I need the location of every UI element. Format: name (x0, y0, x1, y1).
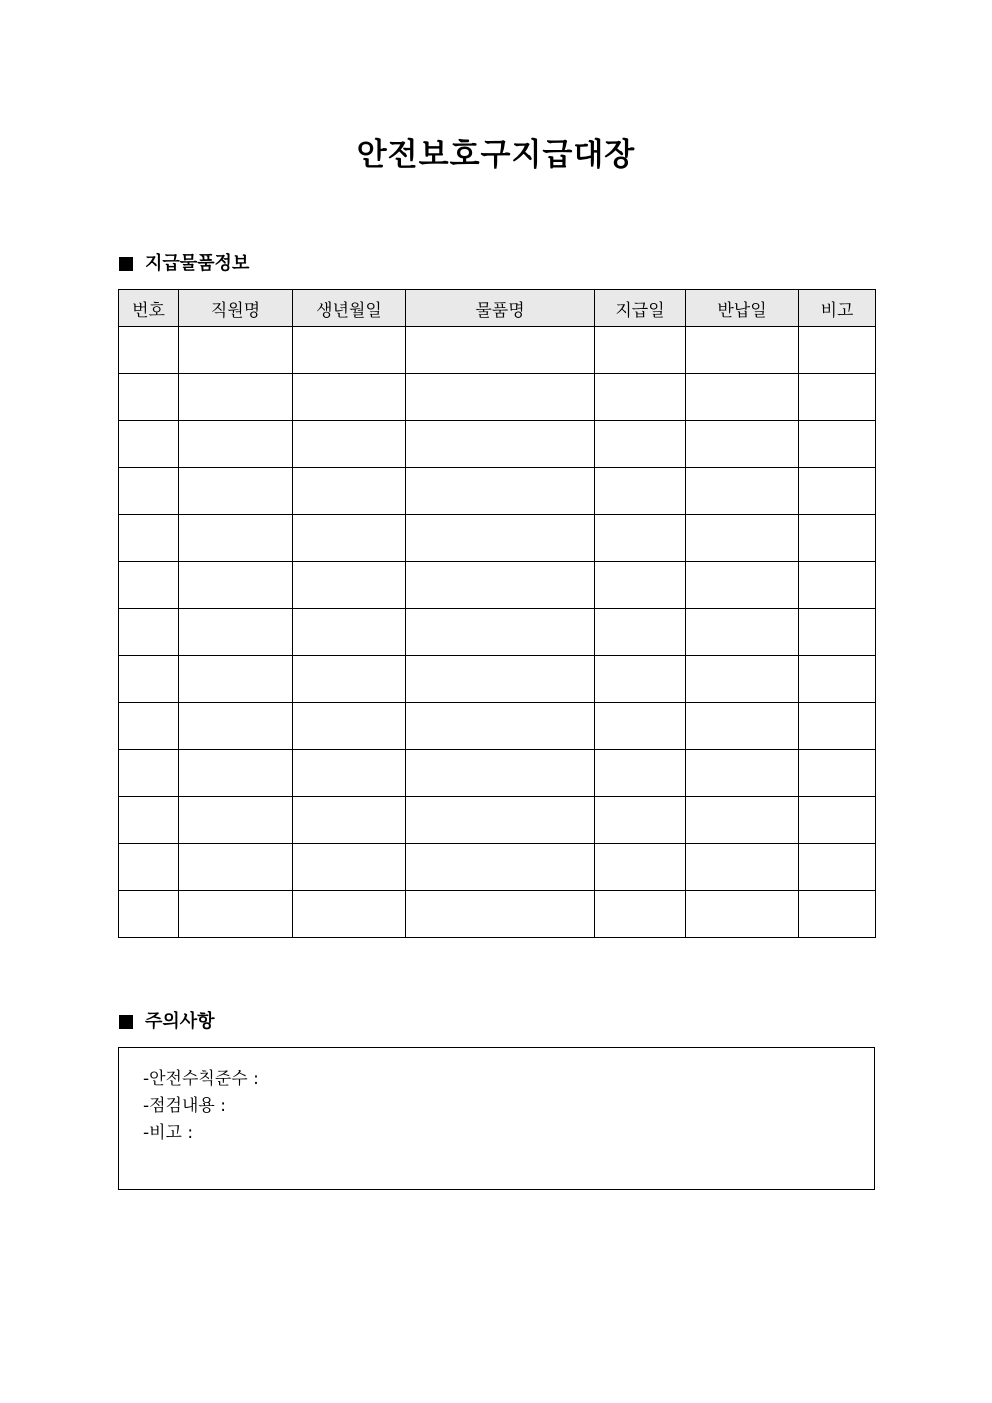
cell-birthdate[interactable] (293, 421, 406, 468)
document-title: 안전보호구지급대장 (356, 137, 636, 173)
cell-employee-name[interactable] (179, 468, 293, 515)
cell-employee-name[interactable] (179, 844, 293, 891)
cell-item-name[interactable] (406, 562, 595, 609)
cell-item-name[interactable] (406, 703, 595, 750)
table-row (119, 515, 876, 562)
note-inspection-details: -점검내용 : (143, 1096, 226, 1116)
cell-number[interactable] (119, 891, 179, 938)
table-header-row (119, 290, 876, 327)
cell-number[interactable] (119, 703, 179, 750)
cell-number[interactable] (119, 515, 179, 562)
supply-section-heading (119, 251, 249, 277)
table-row (119, 750, 876, 797)
cell-issue-date[interactable] (595, 703, 686, 750)
cell-employee-name[interactable] (179, 327, 293, 374)
cell-issue-date[interactable] (595, 421, 686, 468)
cell-issue-date[interactable] (595, 468, 686, 515)
column-header-birthdate: 생년월일 (293, 290, 406, 327)
note-remarks: -비고 : (143, 1123, 194, 1143)
cell-return-date[interactable] (686, 515, 799, 562)
cell-number[interactable] (119, 421, 179, 468)
cell-issue-date[interactable] (595, 891, 686, 938)
table-row (119, 327, 876, 374)
cell-issue-date[interactable] (595, 374, 686, 421)
cell-return-date[interactable] (686, 844, 799, 891)
cell-remarks[interactable] (799, 327, 876, 374)
cell-birthdate[interactable] (293, 656, 406, 703)
cell-employee-name[interactable] (179, 374, 293, 421)
supply-section-title: 지급물품정보 (145, 253, 250, 274)
cell-remarks[interactable] (799, 421, 876, 468)
cell-number[interactable] (119, 750, 179, 797)
cell-remarks[interactable] (799, 468, 876, 515)
cell-item-name[interactable] (406, 656, 595, 703)
table-row (119, 421, 876, 468)
cell-birthdate[interactable] (293, 515, 406, 562)
cell-employee-name[interactable] (179, 562, 293, 609)
cell-birthdate[interactable] (293, 891, 406, 938)
cell-return-date[interactable] (686, 327, 799, 374)
table-row (119, 844, 876, 891)
cell-birthdate[interactable] (293, 374, 406, 421)
cell-item-name[interactable] (406, 609, 595, 656)
cell-remarks[interactable] (799, 656, 876, 703)
cell-birthdate[interactable] (293, 844, 406, 891)
cell-employee-name[interactable] (179, 656, 293, 703)
table-row (119, 609, 876, 656)
cell-remarks[interactable] (799, 797, 876, 844)
table-row (119, 656, 876, 703)
cell-return-date[interactable] (686, 421, 799, 468)
cell-employee-name[interactable] (179, 750, 293, 797)
cell-item-name[interactable] (406, 327, 595, 374)
cell-employee-name[interactable] (179, 797, 293, 844)
column-header-number: 번호 (119, 290, 179, 327)
square-bullet-icon (119, 1015, 133, 1029)
cell-issue-date[interactable] (595, 750, 686, 797)
cell-number[interactable] (119, 609, 179, 656)
cell-item-name[interactable] (406, 515, 595, 562)
cell-birthdate[interactable] (293, 750, 406, 797)
notes-section-heading (119, 1009, 215, 1035)
cell-number[interactable] (119, 844, 179, 891)
cell-return-date[interactable] (686, 891, 799, 938)
cell-birthdate[interactable] (293, 609, 406, 656)
table-row (119, 797, 876, 844)
table-row (119, 891, 876, 938)
cell-issue-date[interactable] (595, 656, 686, 703)
cell-issue-date[interactable] (595, 844, 686, 891)
cell-return-date[interactable] (686, 750, 799, 797)
cell-issue-date[interactable] (595, 562, 686, 609)
cell-birthdate[interactable] (293, 562, 406, 609)
notes-box (118, 1047, 875, 1190)
cell-remarks[interactable] (799, 891, 876, 938)
cell-return-date[interactable] (686, 703, 799, 750)
cell-return-date[interactable] (686, 797, 799, 844)
cell-remarks[interactable] (799, 374, 876, 421)
table-row (119, 374, 876, 421)
cell-item-name[interactable] (406, 750, 595, 797)
note-safety-rules: -안전수칙준수 : (143, 1069, 259, 1089)
cell-return-date[interactable] (686, 562, 799, 609)
cell-return-date[interactable] (686, 374, 799, 421)
cell-birthdate[interactable] (293, 468, 406, 515)
cell-remarks[interactable] (799, 609, 876, 656)
column-header-issue-date: 지급일 (595, 290, 686, 327)
cell-birthdate[interactable] (293, 703, 406, 750)
cell-remarks[interactable] (799, 703, 876, 750)
cell-remarks[interactable] (799, 750, 876, 797)
cell-item-name[interactable] (406, 844, 595, 891)
cell-issue-date[interactable] (595, 797, 686, 844)
table-row (119, 468, 876, 515)
table-row (119, 703, 876, 750)
cell-employee-name[interactable] (179, 891, 293, 938)
cell-number[interactable] (119, 656, 179, 703)
cell-item-name[interactable] (406, 468, 595, 515)
cell-return-date[interactable] (686, 468, 799, 515)
square-bullet-icon (119, 257, 133, 271)
cell-return-date[interactable] (686, 656, 799, 703)
cell-remarks[interactable] (799, 515, 876, 562)
cell-issue-date[interactable] (595, 515, 686, 562)
cell-return-date[interactable] (686, 609, 799, 656)
notes-section-title: 주의사항 (145, 1011, 215, 1032)
cell-number[interactable] (119, 327, 179, 374)
column-header-return-date: 반납일 (686, 290, 799, 327)
table-row (119, 562, 876, 609)
cell-item-name[interactable] (406, 797, 595, 844)
cell-number[interactable] (119, 562, 179, 609)
cell-issue-date[interactable] (595, 609, 686, 656)
cell-birthdate[interactable] (293, 327, 406, 374)
cell-item-name[interactable] (406, 374, 595, 421)
cell-item-name[interactable] (406, 891, 595, 938)
cell-employee-name[interactable] (179, 609, 293, 656)
cell-remarks[interactable] (799, 844, 876, 891)
cell-remarks[interactable] (799, 562, 876, 609)
cell-employee-name[interactable] (179, 515, 293, 562)
cell-birthdate[interactable] (293, 797, 406, 844)
cell-employee-name[interactable] (179, 703, 293, 750)
cell-employee-name[interactable] (179, 421, 293, 468)
cell-issue-date[interactable] (595, 327, 686, 374)
cell-number[interactable] (119, 468, 179, 515)
cell-number[interactable] (119, 374, 179, 421)
column-header-item-name: 물품명 (406, 290, 595, 327)
column-header-employee-name: 직원명 (179, 290, 293, 327)
column-header-remarks: 비고 (799, 290, 876, 327)
supply-table (118, 289, 876, 938)
cell-number[interactable] (119, 797, 179, 844)
cell-item-name[interactable] (406, 421, 595, 468)
